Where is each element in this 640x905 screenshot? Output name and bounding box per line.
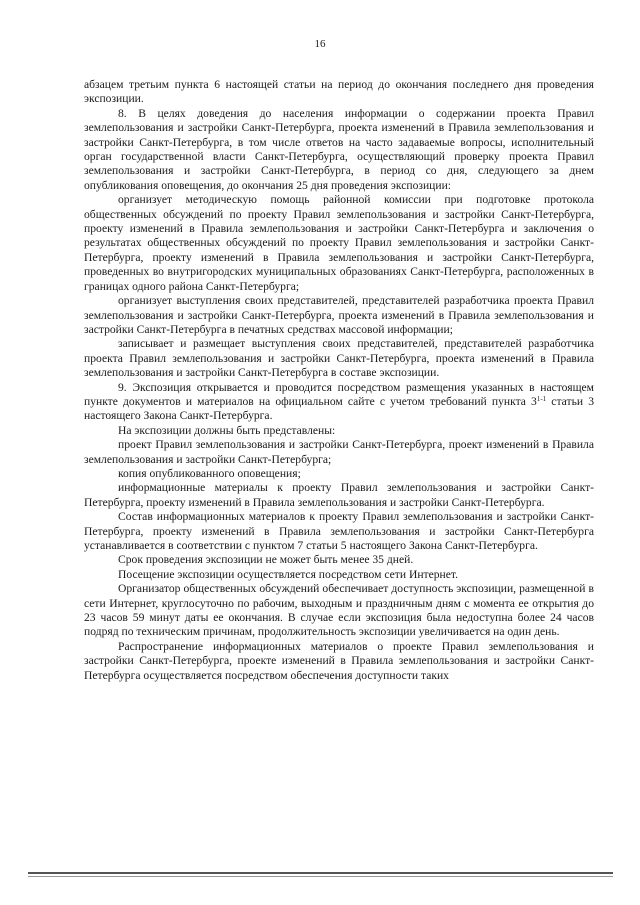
page-number: 16 bbox=[314, 38, 326, 50]
paragraph-3: организует выступления своих представителей, представителей разработчика проекта Правил землепользования и застройки Санкт-Петербурга, проекта изменений в Правила землепользования и застройки Санкт-Петербурга в печатных средствах массовой информации; bbox=[84, 294, 594, 336]
paragraph-7: проект Правил землепользования и застройки Санкт-Петербурга, проект изменений в Правила землепользования и застройки Санкт-Петербурга; bbox=[84, 438, 594, 466]
paragraph-5-superscript: 1-1 bbox=[536, 394, 547, 403]
paragraph-9: информационные материалы к проекту Правил землепользования и застройки Санкт-Петербурга, проекту изменений в Правила землепользования и застройки Санкт-Петербурга. bbox=[84, 481, 594, 509]
scan-bottom-edge-shadow bbox=[28, 876, 613, 877]
paragraph-2: организует методическую помощь районной комиссии при подготовке протокола общественных обсуждений по проекту Правил землепользования и застройки Санкт-Петербурга, проекту изменений в Правила землепользования и застройки Санкт-Петербурга и заключения о результатах общественных обсуждений по проекту Правил землепользования и застройки Санкт-Петербурга, проекту изменений в Правила землепользования и застройки Санкт-Петербурга, проведенных во внутригородских муниципальных образованиях Санкт-Петербурга, расположенных в границах одного района Санкт-Петербурга; bbox=[84, 193, 594, 293]
paragraph-6: На экспозиции должны быть представлены: bbox=[118, 423, 336, 437]
paragraph-4: записывает и размещает выступления своих представителей, представителей разработчика проекта Правил землепользования и застройки Санкт-Петербурга, проекта изменений в Правила землепользования и застройки Санкт-Петербурга в составе экспозиции. bbox=[84, 337, 594, 380]
scan-bottom-edge bbox=[28, 872, 613, 874]
document-body bbox=[84, 78, 594, 683]
paragraph-1: 8. В целях доведения до населения информации о содержании проекта Правил землепользования и застройки Санкт-Петербурга, проекта изменений в Правила землепользования и застройки Санкт-Петербурга, в том числе ответов на часто задаваемые вопросы, исполнительный орган государственной власти Санкт-Петербурга, осуществляющий проверку проекта Правил землепользования и застройки Санкт-Петербурга, в период со дня, следующего за днем опубликования оповещения, до окончания 25 дня проведения экспозиции: bbox=[84, 106, 594, 192]
paragraph-12: Посещение экспозиции осуществляется посредством сети Интернет. bbox=[118, 567, 458, 581]
paragraph-5-text-after: статьи 3 настоящего Закона Санкт-Петербурга. bbox=[84, 394, 594, 423]
paragraph-14: Распространение информационных материалов о проекте Правил землепользования и застройки Санкт-Петербурга, проекте изменений в Правила землепользования и застройки Санкт-Петербурга осуществляется посредством обеспечения доступности таких bbox=[84, 639, 594, 682]
paragraph-5-text: 9. Экспозиция открывается и проводится посредством размещения указанных в настоящем пункте документов и материалов на официальном сайте с учетом требований пункта 3 bbox=[84, 380, 594, 408]
paragraph-0: абзацем третьим пункта 6 настоящей статьи на период до окончания последнего дня проведения экспозиции. bbox=[84, 78, 594, 106]
paragraph-10: Состав информационных материалов к проекту Правил землепользования и застройки Санкт-Петербурга, проекту изменений в Правила землепользования и застройки Санкт-Петербурга устанавливается в соответствии с пунктом 7 статьи 5 настоящего Закона Санкт-Петербурга. bbox=[84, 510, 594, 552]
paragraph-8: копия опубликованного оповещения; bbox=[118, 466, 301, 480]
paragraph-11: Срок проведения экспозиции не может быть менее 35 дней. bbox=[118, 553, 414, 567]
paragraph-5 bbox=[84, 381, 594, 424]
paragraph-13: Организатор общественных обсуждений обеспечивает доступность экспозиции, размещенной в сети Интернет, круглосуточно по рабочим, выходным и праздничным дням с момента ее открытия до 23 часов 59 минут даты ее окончания. В случае если экспозиция была недоступна более 24 часов подряд по техническим причинам, продолжительность экспозиции увеличивается на один день. bbox=[84, 582, 594, 639]
